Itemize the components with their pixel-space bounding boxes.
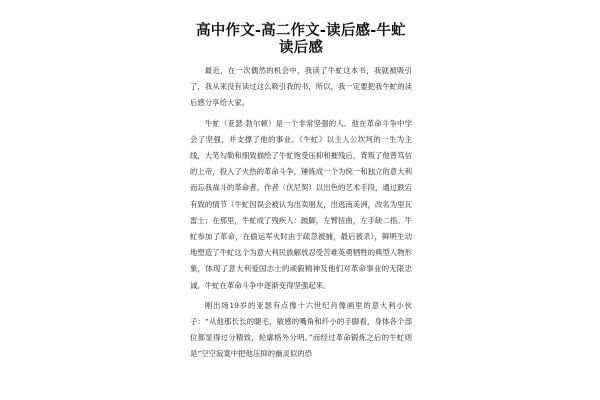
document-page	[190, 22, 412, 367]
document-title: 高中作文-高二作文-读后感-牛虻读后感	[196, 22, 406, 56]
paragraph-arthur: 刚出场19岁的亚瑟有点像十六世纪肖像画里的意大利小伙子：“从他那长长的睫毛，敏感的嘴角和纤小的手脚看，身体各个部位都显得过分精致，轮廓格外分明。”而经过革命锻炼之后的牛虻则是“空空寂寞中把他压抑的幽灵似的恐	[190, 300, 412, 359]
paragraph-intro: 最近，在一次偶然的机会中，我读了牛虻这本书，我就被吸引了，我从来没有读过这么吸引我的书，所以，我一定要把我牛虻的读后感分享给大家。	[190, 66, 412, 108]
paragraph-character: 牛虻（亚瑟·勃尔顿）是一个非常坚强的人。他在革命斗争中学会了坚强，并支撑了他的事业。《牛虻》以主人公坎坷的一生为主线，大笔勾勒和细致描绘了牛虻饱受压抑和摧残后，背叛了他曾笃信的上帝，投入了火热的革命斗争，锤炼成一个为统一和独立的意大利而忘我战斗的革命者。作者（伏尼契）以出色的艺术手段，通过跌宕有致的情节（牛虻因误会被认为出卖朋友，出逃南美洲，改名为里瓦雷士；在那里，牛虻成了残疾人：跛脚，左臂扭曲，左手缺二指。牛虻参加了革命，在偷运军火时由于疏忽被捕，最后被杀），鲜明生动地塑造了牛虻这个为意大利民族解放忍受苦难英勇牺牲的典型人物形象，体现了意大利爱国志士的顽毅精神及他们对革命事业的无限忠诚。牛虻在革命斗争中逐渐变得坚强起来。	[190, 118, 412, 290]
